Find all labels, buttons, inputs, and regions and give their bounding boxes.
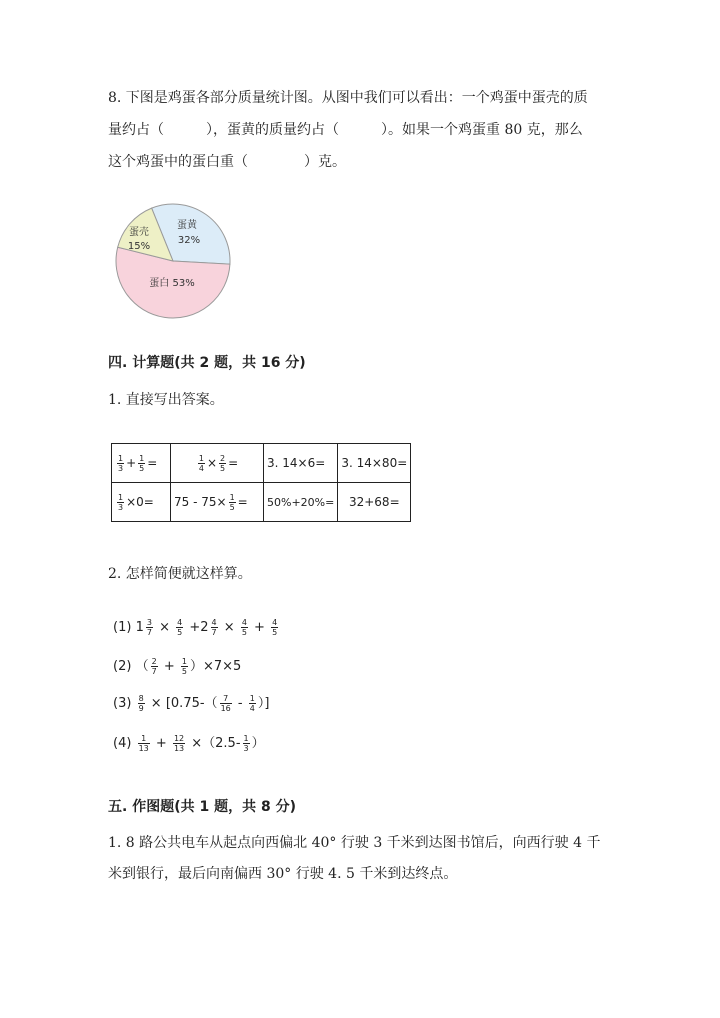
cell-r1c2: $\frac{1}{4}$ × $\frac{2}{5}$ = bbox=[171, 444, 264, 483]
problem-1: (1) 1 $\frac{3}{7}$ × $\frac{4}{5}$ +2 $\frac{4}{7}$ × $\frac{4}{5}$ + $\frac{4}{5}$ bbox=[113, 618, 278, 637]
slice-label-shell-value: 15% bbox=[127, 241, 151, 252]
section5-text-line2: 米到银行，最后向南偏西 30° 行驶 4. 5 千米到达终点。 bbox=[108, 866, 458, 882]
q8-text-line3: 这个鸡蛋中的蛋白重（ ）克。 bbox=[108, 154, 346, 170]
fraction: $\frac{4}{5}$ bbox=[177, 618, 183, 637]
calc-table bbox=[111, 443, 411, 522]
fraction: $\frac{12}{13}$ bbox=[173, 734, 185, 753]
section5-text-line1: 1. 8 路公共电车从起点向西偏北 40° 行驶 3 千米到达图书馆后，向西行驶 4 千 bbox=[108, 835, 601, 851]
problem-3: (3) $\frac{8}{9}$ × [0.75-（ $\frac{7}{16}$ - $\frac{1}{4}$ ）] bbox=[113, 694, 270, 713]
cell-r2c1: $\frac{1}{3}$ ×0= bbox=[112, 483, 171, 522]
section4-title: 四. 计算题(共 2 题，共 16 分) bbox=[108, 355, 306, 371]
fraction: $\frac{1}{5}$ bbox=[181, 657, 187, 676]
fraction: $\frac{8}{9}$ bbox=[138, 694, 144, 713]
slice-label-white: 蛋白 53% bbox=[149, 278, 195, 289]
cell-r2c3: 50%+20%= bbox=[264, 483, 338, 522]
slice-label-shell-name: 蛋壳 bbox=[129, 227, 149, 238]
table-row bbox=[112, 483, 411, 522]
fraction: $\frac{7}{16}$ bbox=[220, 694, 231, 713]
fraction: $\frac{4}{5}$ bbox=[272, 618, 278, 637]
fraction: $\frac{1}{13}$ bbox=[138, 734, 149, 753]
section4-q1: 1. 直接写出答案。 bbox=[108, 392, 224, 408]
cell-r1c3: 3. 14×6= bbox=[264, 444, 338, 483]
fraction: $\frac{1}{5}$ bbox=[139, 453, 145, 473]
cell-r2c2: 75 - 75× $\frac{1}{5}$ = bbox=[171, 483, 264, 522]
cell-r1c1: $\frac{1}{3}$ + $\frac{1}{5}$ = bbox=[112, 444, 171, 483]
fraction: $\frac{3}{7}$ bbox=[146, 618, 152, 637]
cell-r1c4: 3. 14×80= bbox=[338, 444, 411, 483]
section5-title: 五. 作图题(共 1 题，共 8 分) bbox=[108, 799, 296, 815]
fraction: $\frac{4}{7}$ bbox=[211, 618, 217, 637]
q8-text-line2: 量约占（ ），蛋黄的质量约占（ ）。如果一个鸡蛋重 80 克，那么 bbox=[108, 122, 583, 138]
fraction: $\frac{2}{7}$ bbox=[151, 657, 157, 676]
table-row bbox=[112, 444, 411, 483]
fraction: $\frac{1}{3}$ bbox=[118, 453, 124, 473]
fraction: $\frac{1}{3}$ bbox=[118, 492, 124, 512]
slice-label-yolk-name: 蛋黄 bbox=[177, 220, 197, 231]
fraction: $\frac{1}{3}$ bbox=[243, 734, 249, 753]
cell-r2c4: 32+68= bbox=[338, 483, 411, 522]
egg-composition-pie-chart bbox=[108, 196, 238, 326]
fraction: $\frac{1}{4}$ bbox=[198, 453, 204, 473]
section4-q2: 2. 怎样简便就这样算。 bbox=[108, 566, 252, 582]
problem-2: (2) （ $\frac{2}{7}$ + $\frac{1}{5}$ ）×7×5 bbox=[113, 657, 242, 676]
q8-text-line1: 8. 下图是鸡蛋各部分质量统计图。从图中我们可以看出：一个鸡蛋中蛋壳的质 bbox=[108, 90, 588, 106]
slice-label-yolk-value: 32% bbox=[177, 235, 201, 246]
fraction: $\frac{2}{5}$ bbox=[220, 453, 226, 473]
fraction: $\frac{1}{4}$ bbox=[249, 694, 255, 713]
fraction: $\frac{4}{5}$ bbox=[241, 618, 247, 637]
fraction: $\frac{1}{5}$ bbox=[229, 492, 235, 512]
problem-4: (4) $\frac{1}{13}$ + $\frac{12}{13}$ ×（2.5- $\frac{1}{3}$ ） bbox=[113, 734, 265, 753]
